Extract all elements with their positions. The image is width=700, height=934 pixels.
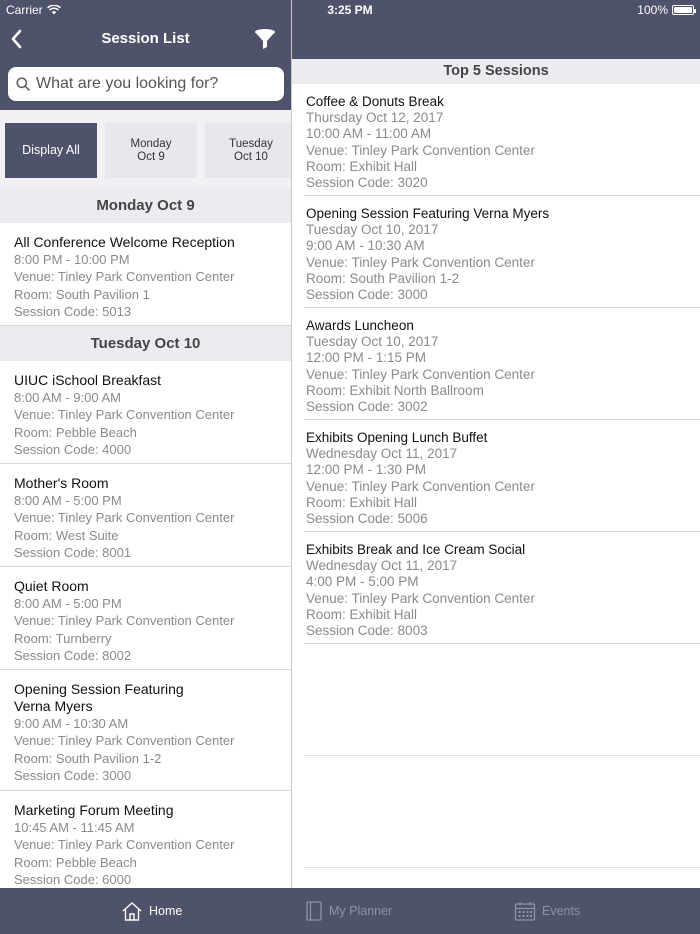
funnel-icon: [253, 28, 277, 50]
session-row[interactable]: [0, 223, 291, 326]
session-code: Session Code: 4000: [14, 442, 132, 458]
empty-list-row: [304, 644, 700, 756]
top-session-row[interactable]: [304, 196, 700, 308]
session-venue: Venue: Tinley Park Convention Center: [306, 366, 535, 382]
session-row[interactable]: [0, 791, 291, 888]
session-venue: Venue: Tinley Park Convention Center: [14, 510, 235, 526]
session-title: Coffee & Donuts Break: [306, 94, 444, 109]
search-icon: [16, 77, 30, 91]
session-code: Session Code: 5013: [14, 304, 132, 320]
section-header-tuesday: Tuesday Oct 10: [0, 326, 291, 361]
tab-label-date: Oct 10: [234, 150, 268, 163]
battery-percent: 100%: [637, 3, 668, 17]
session-venue: Venue: Tinley Park Convention Center: [306, 254, 535, 270]
session-time: 10:45 AM - 11:45 AM: [14, 820, 135, 835]
session-title: Opening Session Featuring Verna Myers: [14, 681, 184, 714]
session-room: Room: Pebble Beach: [14, 424, 137, 440]
session-title: Awards Luncheon: [306, 318, 414, 333]
day-filter-tabs: [0, 110, 291, 188]
session-room: Room: South Pavilion 1-2: [14, 750, 162, 766]
tab-label: Home: [149, 904, 183, 918]
session-room: Room: Pebble Beach: [14, 854, 137, 870]
session-venue: Venue: Tinley Park Convention Center: [306, 590, 535, 606]
session-row[interactable]: [0, 567, 291, 670]
session-title: Marketing Forum Meeting: [14, 802, 174, 818]
session-room: Room: Exhibit Hall: [306, 494, 418, 510]
session-date: Tuesday Oct 10, 2017: [306, 222, 439, 237]
session-title: Mother's Room: [14, 475, 109, 491]
carrier-label: Carrier: [6, 3, 43, 17]
tab-label-day: Tuesday: [229, 137, 273, 150]
session-time: 4:00 PM - 5:00 PM: [306, 574, 419, 590]
tab-label: Display All: [22, 143, 80, 157]
tab-home[interactable]: [121, 888, 182, 934]
session-venue: Venue: Tinley Park Convention Center: [14, 733, 235, 749]
session-code: Session Code: 8002: [14, 648, 132, 664]
session-room: Room: South Pavilion 1-2: [306, 270, 460, 286]
battery-icon: [672, 5, 694, 15]
search-box[interactable]: [8, 67, 284, 101]
session-code: Session Code: 3002: [306, 399, 428, 415]
session-title: Quiet Room: [14, 578, 89, 594]
session-list-pane: [0, 0, 291, 888]
top-session-row[interactable]: [304, 308, 700, 420]
tab-label: My Planner: [329, 904, 393, 918]
session-room: Room: West Suite: [14, 527, 119, 543]
session-venue: Venue: Tinley Park Convention Center: [306, 478, 535, 494]
session-date: Tuesday Oct 10, 2017: [306, 334, 439, 349]
session-code: Session Code: 3020: [306, 175, 428, 191]
session-code: Session Code: 3000: [14, 768, 132, 784]
session-time: 8:00 AM - 9:00 AM: [14, 390, 121, 405]
detail-pane: [292, 0, 700, 888]
session-time: 9:00 AM - 10:30 AM: [14, 716, 129, 731]
search-input[interactable]: [36, 75, 266, 93]
session-room: Room: Turnberry: [14, 630, 112, 646]
session-title: Opening Session Featuring Verna Myers: [306, 206, 550, 221]
filter-button[interactable]: [253, 28, 279, 50]
top-session-row[interactable]: [304, 420, 700, 532]
session-code: Session Code: 8003: [306, 623, 428, 639]
session-code: Session Code: 8001: [14, 545, 132, 561]
session-date: Thursday Oct 12, 2017: [306, 110, 444, 125]
tab-tuesday-oct-10[interactable]: [205, 123, 291, 178]
session-title: All Conference Welcome Reception: [14, 234, 235, 250]
session-title: Exhibits Break and Ice Cream Social: [306, 542, 526, 557]
session-venue: Venue: Tinley Park Convention Center: [14, 837, 235, 853]
session-venue: Venue: Tinley Park Convention Center: [14, 407, 235, 423]
session-time: 12:00 PM - 1:30 PM: [306, 462, 427, 478]
session-row[interactable]: [0, 361, 291, 464]
session-date: Wednesday Oct 11, 2017: [306, 558, 458, 573]
tab-label-day: Monday: [130, 137, 172, 150]
session-row[interactable]: [0, 670, 291, 791]
status-bar: [0, 0, 700, 20]
session-room: Room: Exhibit Hall: [306, 158, 418, 174]
session-time: 8:00 AM - 5:00 PM: [14, 493, 122, 508]
session-time: 8:00 AM - 5:00 PM: [14, 596, 122, 611]
tab-label: Events: [542, 904, 581, 918]
top-session-row[interactable]: [304, 532, 700, 644]
session-time: 8:00 PM - 10:00 PM: [14, 252, 130, 267]
empty-list-row: [304, 756, 700, 868]
top-sessions-header: Top 5 Sessions: [292, 59, 700, 84]
tab-label-date: Oct 9: [137, 150, 165, 163]
tab-monday-oct-9[interactable]: [105, 123, 197, 178]
session-row[interactable]: [0, 464, 291, 567]
session-time: 9:00 AM - 10:30 AM: [306, 238, 425, 254]
section-header-monday: Monday Oct 9: [0, 188, 291, 223]
session-code: Session Code: 3000: [306, 287, 428, 303]
session-time: 12:00 PM - 1:15 PM: [306, 350, 427, 366]
top-sessions-list: [292, 84, 700, 868]
session-room: Room: South Pavilion 1: [14, 286, 150, 302]
tab-my-planner[interactable]: [305, 888, 392, 934]
session-time: 10:00 AM - 11:00 AM: [306, 126, 432, 142]
session-venue: Venue: Tinley Park Convention Center: [14, 269, 235, 285]
session-venue: Venue: Tinley Park Convention Center: [14, 613, 235, 629]
tab-events[interactable]: [514, 888, 580, 934]
session-room: Room: Exhibit Hall: [306, 606, 418, 622]
page-title: Session List: [101, 30, 190, 47]
battery-info: [637, 3, 694, 17]
bottom-tab-bar: [0, 888, 700, 934]
session-title: UIUC iSchool Breakfast: [14, 372, 162, 388]
session-title: Exhibits Opening Lunch Buffet: [306, 430, 488, 445]
session-code: Session Code: 6000: [14, 872, 132, 888]
session-room: Room: Exhibit North Ballroom: [306, 382, 484, 398]
tab-display-all[interactable]: [5, 123, 97, 178]
session-date: Wednesday Oct 11, 2017: [306, 446, 458, 461]
top-session-row[interactable]: [304, 84, 700, 196]
calendar-icon: [514, 901, 536, 921]
notebook-icon: [305, 901, 323, 921]
status-time: 3:25 PM: [327, 3, 373, 17]
house-icon: [121, 901, 143, 921]
session-list: [0, 188, 291, 888]
session-venue: Venue: Tinley Park Convention Center: [306, 142, 535, 158]
session-code: Session Code: 5006: [306, 511, 428, 527]
